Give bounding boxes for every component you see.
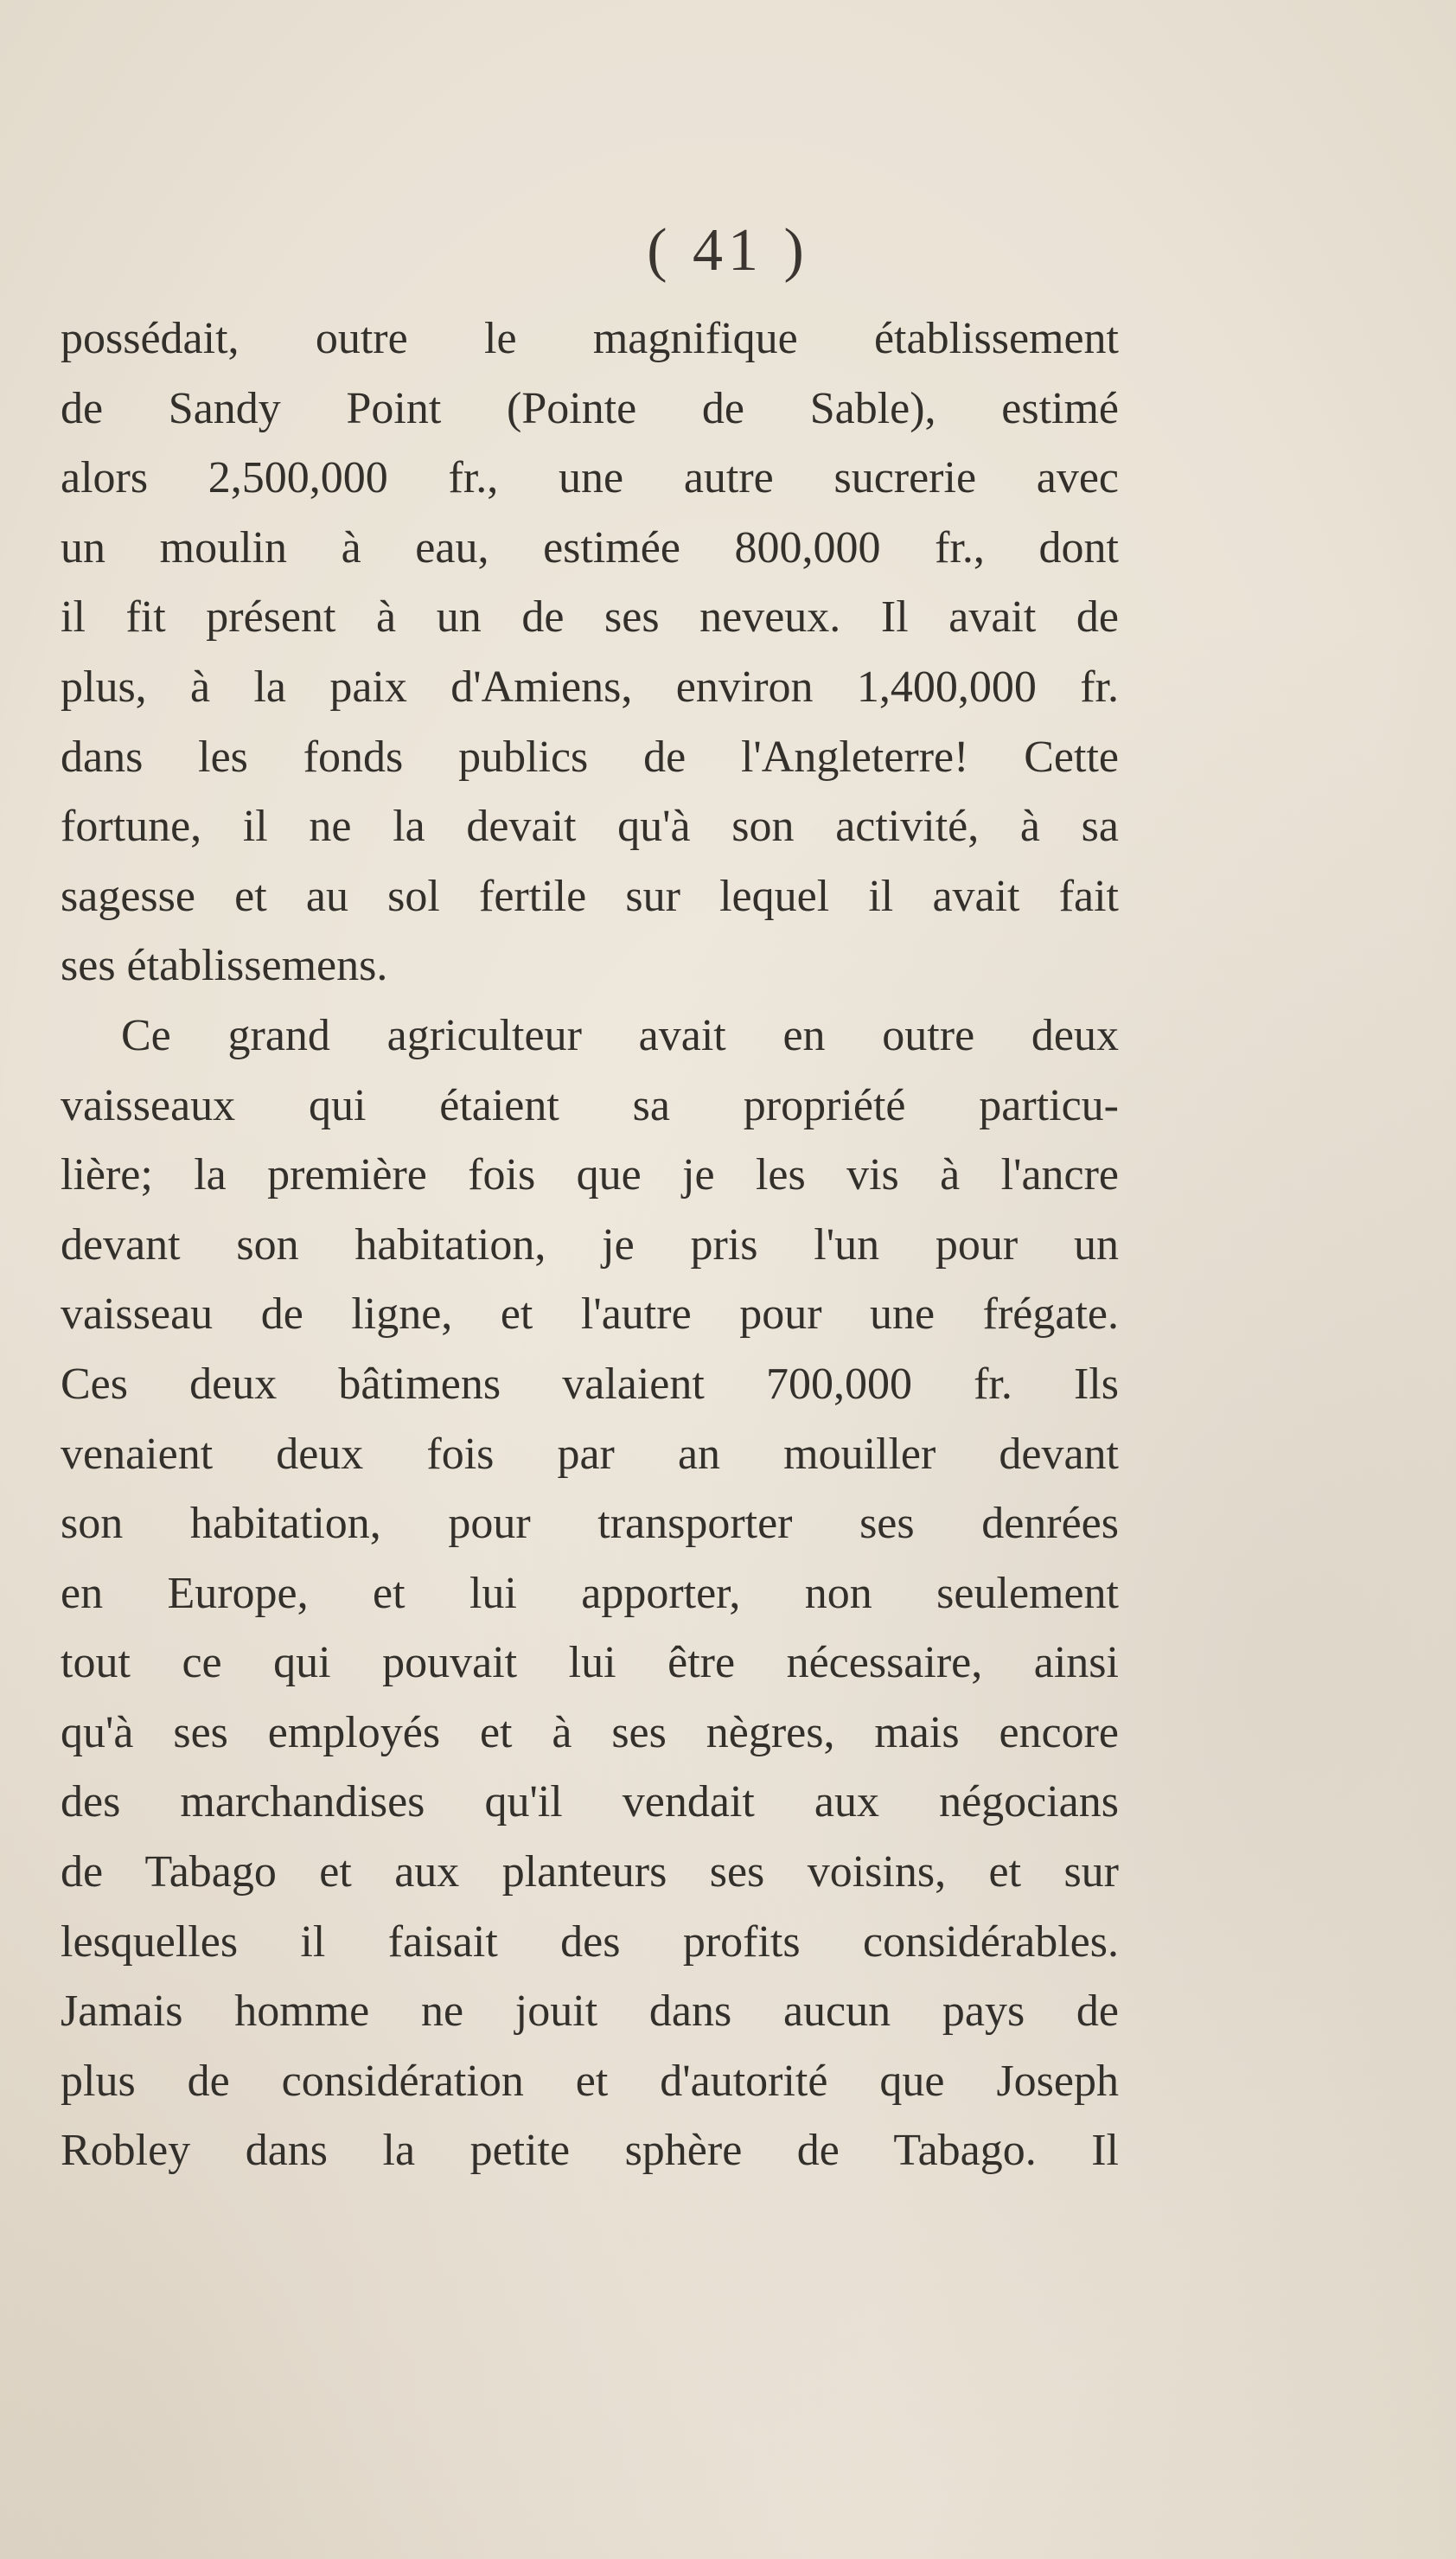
text-line: de Sandy Point (Pointe de Sable), estimé bbox=[61, 383, 1119, 433]
text-line: vaisseau de ligne, et l'autre pour une frégate. bbox=[61, 1289, 1119, 1340]
text-line: son habitation, pour transporter ses denrées bbox=[61, 1499, 1119, 1549]
page-number: ( 41 ) bbox=[647, 217, 809, 284]
text-line: vaisseaux qui étaient sa propriété particu- bbox=[61, 1080, 1119, 1130]
text-line: il fit présent à un de ses neveux. Il avait de bbox=[61, 592, 1119, 643]
text-line: Robley dans la petite sphère de Tabago. Il bbox=[61, 2126, 1119, 2176]
text-line: lesquelles il faisait des profits considérables. bbox=[61, 1916, 1119, 1967]
text-line: qu'à ses employés et à ses nègres, mais encore bbox=[61, 1707, 1119, 1757]
text-line: un moulin à eau, estimée 800,000 fr., dont bbox=[61, 522, 1119, 573]
text-line: ses établissemens. bbox=[61, 941, 388, 991]
text-line: Ces deux bâtimens valaient 700,000 fr. Ils bbox=[61, 1359, 1119, 1409]
text-line: plus, à la paix d'Amiens, environ 1,400,000 fr. bbox=[61, 662, 1119, 712]
text-line: sagesse et au sol fertile sur lequel il avait fait bbox=[61, 871, 1119, 921]
text-line: Ce grand agriculteur avait en outre deux bbox=[121, 1010, 1119, 1060]
text-line: plus de considération et d'autorité que Joseph bbox=[61, 2056, 1119, 2106]
body-text bbox=[61, 304, 1119, 2186]
text-line: dans les fonds publics de l'Angleterre! Cette bbox=[61, 732, 1119, 782]
text-line: venaient deux fois par an mouiller devant bbox=[61, 1429, 1119, 1479]
text-line: fortune, il ne la devait qu'à son activité, à sa bbox=[61, 802, 1119, 852]
text-line: tout ce qui pouvait lui être nécessaire, ainsi bbox=[61, 1638, 1119, 1688]
text-line: alors 2,500,000 fr., une autre sucrerie avec bbox=[61, 453, 1119, 503]
paragraph-2 bbox=[61, 1001, 1119, 2186]
text-line: en Europe, et lui apporter, non seulement bbox=[61, 1568, 1119, 1618]
text-line: Jamais homme ne jouit dans aucun pays de bbox=[61, 1986, 1119, 2037]
text-line: de Tabago et aux planteurs ses voisins, et sur bbox=[61, 1847, 1119, 1897]
paragraph-1 bbox=[61, 304, 1119, 1001]
text-line: lière; la première fois que je les vis à l'ancre bbox=[61, 1150, 1119, 1200]
text-line: des marchandises qu'il vendait aux négocians bbox=[61, 1777, 1119, 1827]
text-line: possédait, outre le magnifique établissement bbox=[61, 314, 1119, 363]
text-line: devant son habitation, je pris l'un pour un bbox=[61, 1219, 1119, 1270]
